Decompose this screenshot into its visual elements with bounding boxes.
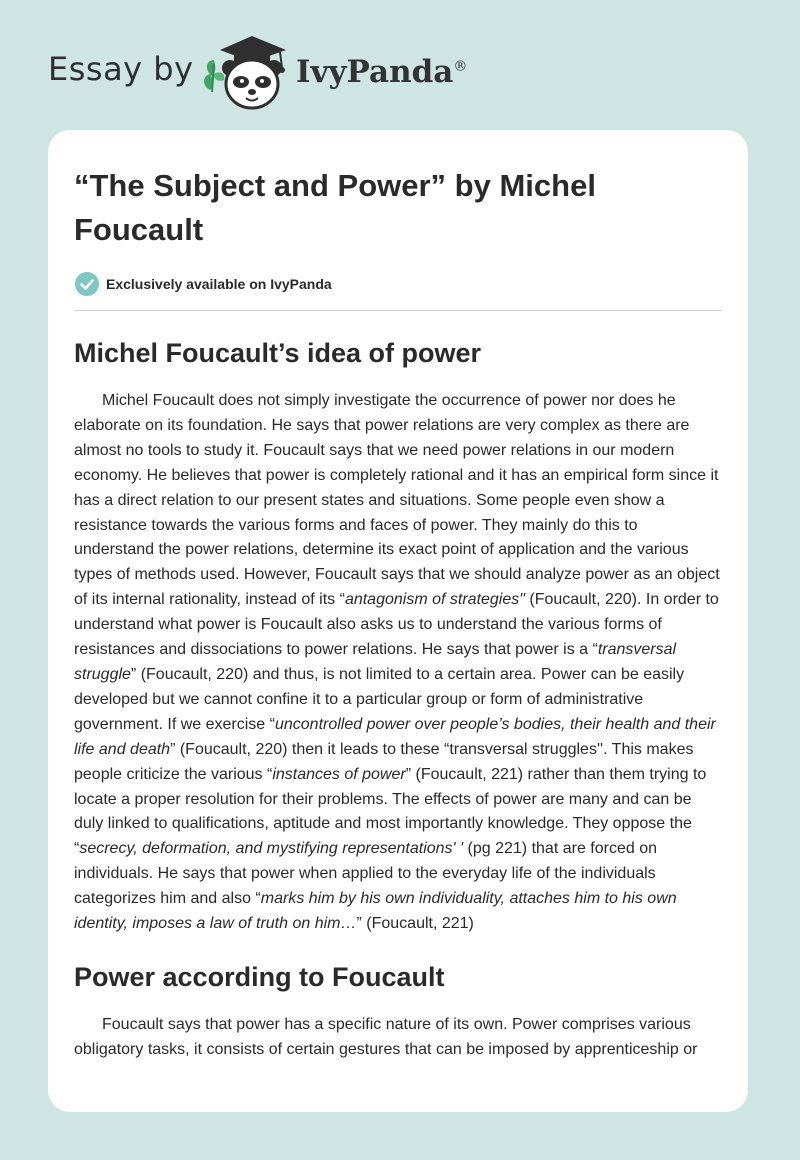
section-paragraph-power-according: Foucault says that power has a specific nature of its own. Power comprises various obligatory tasks, it consists of certain gestures that can be imposed by apprenticeship or [74,1015,698,1058]
exclusive-label: Exclusively available on IvyPanda [106,276,332,292]
essay-title: “The Subject and Power” by Michel Foucault [74,168,596,247]
section-paragraph-foucault-idea: Michel Foucault does not simply investigate the occurrence of power nor does he elaborate on its foundation. He says that power relations are very complex as there are almost no tools to study it. Foucault says that we need power relations in our modern economy. He believes that power is completely rational and it has an empirical form since it has a direct relation to our present states and situations. Some people even show a resistance towards the various forms and faces of power. They mainly do this to understand the power relations, determine its exact point of application and the various types of methods used. However, Foucault says that we should analyze power as an object of its internal rationality, instead of its “antagonism of strategies" (Foucault, 220). In order to understand what power is Foucault also asks us to understand the various forms of resistances and dissociations to power relations. He says that power is a “transversal struggle” (Foucault, 220) and thus, is not limited to a certain area. Power can be easily developed but we cannot confine it to a particular group or form of administrative government. If we exercise “uncontrolled power over people’s bodies, their health and their life and death” (Foucault, 220) then it leads to these “transversal struggles''. This makes people criticize the various “instances of power” (Foucault, 221) rather than them trying to locate a proper resolution for their problems. The effects of power are many and can be duly linked to qualifications, aptitude and most importantly knowledge. They oppose the “secrecy, deformation, and mystifying representations' ' (pg 221) that are forced on individuals. He says that power when applied to the everyday life of the individuals categorizes him and also “marks him by his own individuality, attaches him to his own identity, imposes a law of truth on him…” (Foucault, 221) [74,392,720,933]
essay-by-label: Essay by [48,50,194,88]
section-heading-foucault-idea: Michel Foucault’s idea of power [74,338,482,368]
section-heading-power-according: Power according to Foucault [74,961,445,992]
panda-graduate-icon[interactable] [200,30,296,114]
title-divider [74,310,722,311]
registered-mark: ® [453,58,468,75]
check-circle-icon [74,271,100,297]
essay-card [48,130,748,1112]
site-header [48,30,768,114]
exclusive-badge [74,270,722,298]
brand-name[interactable]: IvyPanda® [296,54,468,90]
